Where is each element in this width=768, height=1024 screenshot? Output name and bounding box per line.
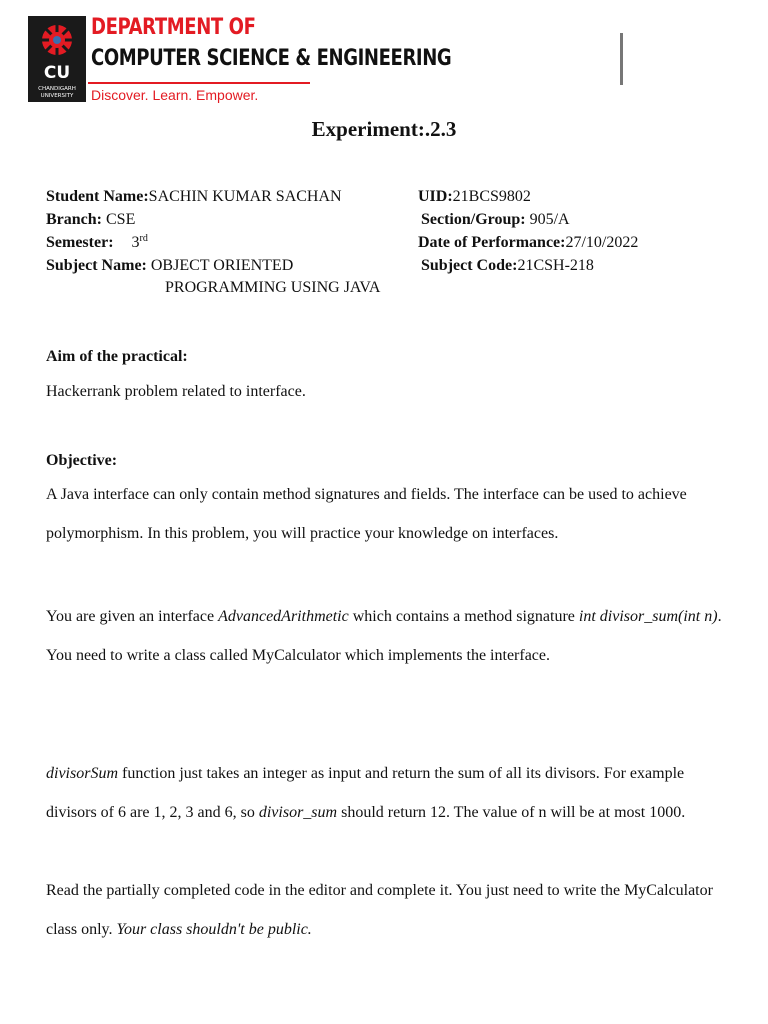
subject-name-value-line1: OBJECT ORIENTED: [146, 257, 294, 274]
department-title-line2: COMPUTER SCIENCE & ENGINEERING: [91, 46, 452, 71]
header-vertical-bar: [620, 33, 623, 85]
tagline: Discover. Learn. Empower.: [91, 87, 259, 103]
logo-text: CU: [43, 63, 71, 83]
subject-code-row: [421, 256, 594, 276]
student-name-label: Student Name:: [46, 188, 149, 205]
experiment-title: Experiment:.2.3: [311, 117, 457, 141]
aim-heading: Aim of the practical:: [46, 348, 188, 365]
objective-heading: Objective:: [46, 452, 118, 469]
section-label: Section/Group:: [421, 211, 526, 228]
cu-logo-icon: [28, 16, 86, 102]
date-label: Date of Performance:: [418, 234, 566, 251]
objective-paragraph-4: Read the partially completed code in the editor and complete it. You just need to write the MyCalculator class only. Your class shouldn't be public.: [46, 882, 713, 938]
department-title-line1: DEPARTMENT OF: [91, 15, 256, 40]
student-name-value: SACHIN KUMAR SACHAN: [148, 188, 342, 205]
branch-value: CSE: [102, 211, 136, 228]
branch-label: Branch:: [46, 211, 102, 228]
uid-label: UID:: [418, 188, 453, 205]
subject-name-label: Subject Name:: [46, 257, 147, 274]
uid-value: 21BCS9802: [452, 188, 531, 205]
semester-row: [46, 233, 148, 253]
date-row: [418, 233, 638, 253]
aim-text: Hackerrank problem related to interface.: [46, 383, 306, 400]
method-signature: int divisor_sum(int n): [578, 608, 718, 625]
svg-text:CHANDIGARH: CHANDIGARH: [38, 86, 76, 92]
objective-paragraph-1: A Java interface can only contain method signatures and fields. The interface can be used to achieve polymorphism. In this problem, you will practice your knowledge on interfaces.: [46, 486, 687, 542]
date-value: 27/10/2022: [565, 234, 639, 251]
class-visibility-note: Your class shouldn't be public.: [116, 921, 312, 938]
student-name-row: [46, 187, 342, 207]
objective-paragraph-2: You are given an interface AdvancedArithmetic which contains a method signature int divisor_sum(int n). You need to write a class called MyCalculator which implements the interface.: [46, 608, 722, 664]
interface-name: AdvancedArithmetic: [218, 608, 349, 625]
divisor-sum-name: divisor_sum: [258, 804, 338, 821]
subject-code-value: 21CSH-218: [517, 257, 594, 274]
function-name: divisorSum: [46, 765, 118, 782]
university-logo: [28, 16, 86, 102]
svg-text:UNIVERSITY: UNIVERSITY: [40, 93, 74, 99]
objective-paragraph-3: divisorSum function just takes an integer as input and return the sum of all its divisors. For example divisors of 6 are 1, 2, 3 and 6, so divisor_sum should return 12. The value of n will be at most 1000.: [46, 765, 686, 821]
uid-row: [418, 187, 531, 207]
subject-name-row: [46, 256, 293, 276]
subject-name-line2: PROGRAMMING USING JAVA: [165, 279, 381, 296]
header-divider: [88, 82, 310, 84]
subject-code-label: Subject Code:: [421, 257, 518, 274]
section-value: 905/A: [525, 211, 570, 228]
section-row: [421, 210, 570, 230]
semester-suffix: rd: [139, 233, 148, 244]
semester-label: Semester:: [46, 234, 114, 251]
semester-value: 3: [131, 234, 140, 251]
branch-row: [46, 210, 135, 230]
